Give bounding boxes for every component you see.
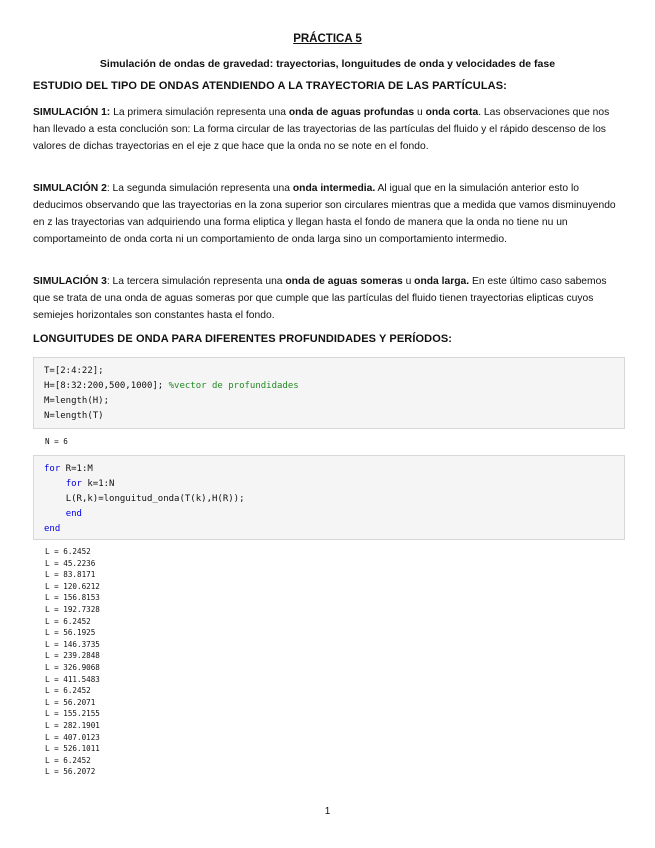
code-text: k=1:N bbox=[81, 479, 115, 489]
output-line: L = 411.5483 bbox=[45, 674, 100, 684]
output-line: L = 45.2236 bbox=[45, 558, 96, 568]
output-line: L = 6.2452 bbox=[45, 547, 91, 556]
sim3-text-3: En este último caso sabemos que se trata de una onda de aguas someras por que cumple que las partículas del fluido tienen trayectorias elipticas cuyos semiejes horizontales son constantes hasta el fondo. bbox=[33, 276, 607, 321]
output-line: L = 146.3735 bbox=[45, 639, 100, 649]
section-heading-trajectories: ESTUDIO DEL TIPO DE ONDAS ATENDIENDO A LA TRAYECTORIA DE LAS PARTÍCULAS: bbox=[33, 80, 507, 92]
code-output-n: N = 6 bbox=[45, 437, 68, 446]
simulation-3-label: SIMULACIÓN 3 bbox=[33, 276, 107, 287]
code-line bbox=[44, 507, 614, 522]
sim3-text-2: u bbox=[402, 276, 415, 287]
sim1-text-2: u bbox=[414, 107, 426, 118]
sim3-bold-1: onda de aguas someras bbox=[285, 276, 403, 287]
output-line: L = 192.7328 bbox=[45, 604, 100, 614]
sim3-bold-2: onda larga. bbox=[414, 276, 470, 287]
page-number: 1 bbox=[324, 806, 331, 817]
code-text: R=1:M bbox=[60, 464, 93, 474]
code-block-setup bbox=[33, 357, 625, 429]
code-line bbox=[44, 477, 614, 492]
code-keyword: for bbox=[65, 479, 82, 489]
simulation-2-label: SIMULACIÓN 2 bbox=[33, 183, 107, 194]
code-line bbox=[44, 379, 614, 394]
simulation-1-label: SIMULACIÓN 1: bbox=[33, 107, 111, 118]
output-line: L = 6.2452 bbox=[45, 686, 91, 696]
output-line: L = 239.2848 bbox=[45, 651, 100, 661]
page-title: PRÁCTICA 5 bbox=[293, 33, 362, 45]
output-line: L = 6.2452 bbox=[45, 616, 91, 626]
output-line: L = 56.2072 bbox=[45, 767, 96, 777]
output-line: L = 526.1011 bbox=[45, 744, 100, 754]
output-line: L = 56.1925 bbox=[45, 628, 96, 638]
code-output-list bbox=[45, 546, 100, 778]
simulation-1-paragraph bbox=[33, 104, 623, 155]
code-line bbox=[44, 462, 614, 477]
section-heading-wavelengths: LONGUITUDES DE ONDA PARA DIFERENTES PROFUNDIDADES Y PERÍODOS: bbox=[33, 333, 453, 345]
code-keyword: end bbox=[65, 509, 82, 519]
output-line: L = 83.8171 bbox=[45, 570, 96, 580]
simulation-3-paragraph bbox=[33, 273, 623, 324]
sim1-text-3: . Las observaciones que nos han llevado a esta conclución son: La forma circular de las trayectorias de las partículas del fluido y el rápido descenso de los valores de dichas trayectorias en el eje z que hace que la onda no se note en el fondo. bbox=[33, 107, 610, 152]
sim2-text-2: Al igual que en la simulación anterior esto lo deducimos observando que las trayectorias en la zona superior son circulares mientras que a medida que vamos disminuyendo en z las trayectorias van adquiriendo una forma eliptica y llegan hasta el fondo de manera que la onda no tiene nu un comportameinto de onda corta ni un comportamiento de onda larga sino un comportamiento intermedio. bbox=[33, 183, 616, 245]
sim1-text-1: La primera simulación representa una bbox=[110, 107, 289, 118]
output-line: L = 6.2452 bbox=[45, 755, 91, 765]
code-line bbox=[44, 492, 614, 507]
code-keyword: for bbox=[44, 464, 61, 474]
code-line: M=length(H); bbox=[44, 396, 110, 406]
code-line: N=length(T) bbox=[44, 411, 104, 421]
code-line: T=[2:4:22]; bbox=[44, 366, 104, 376]
page-subtitle: Simulación de ondas de gravedad: trayectorias, longuitudes de onda y velocidades de fase bbox=[99, 58, 556, 70]
sim1-bold-2: onda corta bbox=[425, 107, 479, 118]
output-line: L = 155.2155 bbox=[45, 709, 100, 719]
output-line: L = 326.9068 bbox=[45, 662, 100, 672]
code-text: L(R,k)=longuitud_onda(T(k),H(R)); bbox=[65, 494, 245, 504]
code-block-loop bbox=[33, 455, 625, 540]
code-text: H=[8:32:200,500,1000]; bbox=[44, 381, 169, 391]
sim2-bold-1: onda intermedia. bbox=[292, 183, 376, 194]
code-keyword: end bbox=[44, 524, 61, 534]
sim3-text-1: : La tercera simulación representa una bbox=[106, 276, 286, 287]
output-line: L = 156.8153 bbox=[45, 593, 100, 603]
sim1-bold-1: onda de aguas profundas bbox=[288, 107, 415, 118]
output-line: L = 407.0123 bbox=[45, 732, 100, 742]
output-line: L = 282.1901 bbox=[45, 720, 100, 730]
sim2-text-1: : La segunda simulación representa una bbox=[106, 183, 293, 194]
code-comment: %vector de profundidades bbox=[168, 381, 299, 391]
output-line: L = 56.2071 bbox=[45, 697, 96, 707]
simulation-2-paragraph bbox=[33, 180, 623, 248]
output-line: L = 120.6212 bbox=[45, 581, 100, 591]
code-line bbox=[44, 522, 614, 537]
